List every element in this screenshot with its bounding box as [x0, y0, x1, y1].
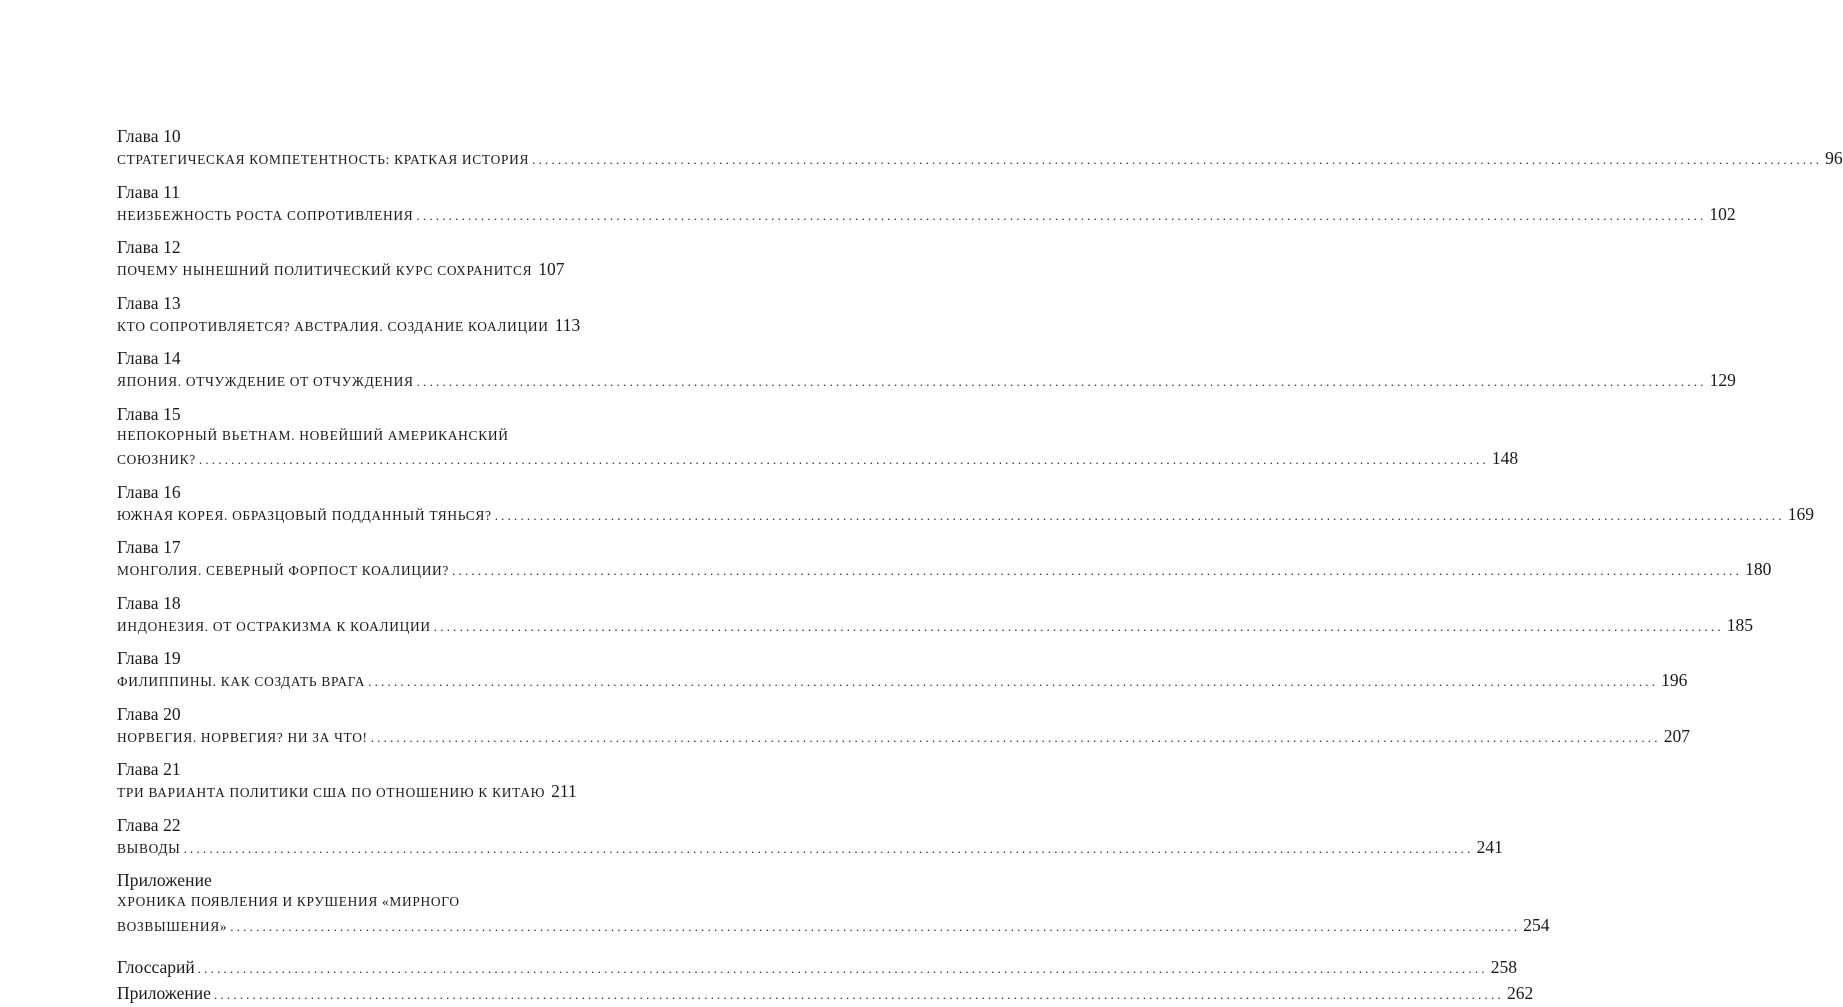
toc-entry	[117, 203, 1736, 228]
page-number: 207	[1663, 725, 1690, 746]
chapter-title: МОНГОЛИЯ. СЕВЕРНЫЙ ФОРПОСТ КОАЛИЦИИ?	[117, 563, 450, 578]
dot-leader: ........................................................................................................................................................................................................	[433, 618, 1724, 634]
dot-leader: ........................................................................................................................................................................................................	[416, 207, 1707, 223]
page-number: 262	[1506, 983, 1534, 1003]
page-number: 211	[551, 781, 577, 801]
page-number: 113	[554, 314, 581, 335]
dot-leader: ........................................................................................................................................................................................................	[197, 961, 1488, 976]
chapter-label: Глава 14	[117, 348, 181, 368]
chapter-title: ПОЧЕМУ НЫНЕШНИЙ ПОЛИТИЧЕСКИЙ КУРС СОХРАНИТСЯ	[117, 263, 533, 278]
chapter-title: ФИЛИППИНЫ. КАК СОЗДАТЬ ВРАГА	[117, 674, 366, 689]
appendix-title: ВОЗВЫШЕНИЯ»	[117, 918, 228, 934]
toc-entry	[117, 258, 563, 283]
table-of-contents	[117, 125, 1843, 1007]
page-number: 107	[538, 259, 565, 279]
page-number: 258	[1490, 957, 1517, 977]
chapter-label: Глава 12	[117, 237, 181, 257]
page-number: 180	[1745, 559, 1772, 579]
chapter-label: Глава 19	[117, 648, 181, 668]
chapter-title: НОРВЕГИЯ. НОРВЕГИЯ? НИ ЗА ЧТО!	[117, 729, 368, 745]
toc-chapter-16	[117, 481, 1814, 528]
dot-leader: ........................................................................................................................................................................................................	[368, 674, 1659, 689]
dot-leader: ........................................................................................................................................................................................................	[198, 452, 1489, 467]
chapter-title: КТО СОПРОТИВЛЯЕТСЯ? АВСТРАЛИЯ. СОЗДАНИЕ КОАЛИЦИИ	[117, 318, 549, 334]
toc-entry	[117, 558, 1772, 583]
dot-leader: ........................................................................................................................................................................................................	[183, 840, 1474, 856]
toc-entry	[117, 369, 1736, 394]
toc-entry	[117, 447, 1519, 472]
page-number: 96	[1825, 148, 1843, 168]
dot-leader: ........................................................................................................................................................................................................	[230, 918, 1521, 934]
toc-entry	[117, 836, 1503, 861]
chapter-label: Глава 11	[117, 181, 181, 202]
chapter-title: ТРИ ВАРИАНТА ПОЛИТИКИ США ПО ОТНОШЕНИЮ К КИТАЮ	[117, 785, 546, 800]
supplement-title: Приложение	[117, 983, 211, 1003]
chapter-title: ЮЖНАЯ КОРЕЯ. ОБРАЗЦОВЫЙ ПОДДАННЫЙ ТЯНЬСЯ?	[117, 507, 492, 523]
glossary-title: Глоссарий	[117, 957, 195, 977]
chapter-title-line1: НЕПОКОРНЫЙ ВЬЕТНАМ. НОВЕЙШИЙ АМЕРИКАНСКИЙ	[117, 427, 509, 443]
chapter-title: СТРАТЕГИЧЕСКАЯ КОМПЕТЕНТНОСТЬ: КРАТКАЯ ИСТОРИЯ	[117, 152, 530, 167]
page-number: 102	[1709, 203, 1736, 224]
page-number: 241	[1476, 836, 1503, 857]
appendix-title-line1: ХРОНИКА ПОЯВЛЕНИЯ И КРУШЕНИЯ «МИРНОГО	[117, 894, 460, 909]
chapter-label: Глава 13	[117, 292, 181, 313]
dot-leader: ........................................................................................................................................................................................................	[532, 152, 1823, 167]
toc-chapter-15	[117, 403, 1519, 472]
toc-chapter-11	[117, 181, 1736, 228]
chapter-label: Глава 16	[117, 481, 181, 502]
page-number: 185	[1726, 614, 1754, 635]
page-number: 254	[1523, 914, 1550, 935]
toc-supplement	[117, 981, 1534, 1007]
chapter-title: ВЫВОДЫ	[117, 840, 181, 856]
toc-chapter-12	[117, 236, 563, 283]
spacer	[117, 947, 563, 955]
toc-appendix	[117, 869, 1550, 938]
dot-leader: ........................................................................................................................................................................................................	[370, 729, 1661, 745]
toc-chapter-21	[117, 758, 577, 805]
page-number: 129	[1709, 370, 1736, 390]
toc-entry	[117, 914, 1550, 939]
appendix-label: Приложение	[117, 870, 212, 890]
toc-chapter-19	[117, 647, 1688, 694]
chapter-label: Глава 10	[117, 126, 181, 146]
chapter-label: Глава 18	[117, 592, 181, 613]
toc-entry	[117, 780, 577, 805]
page-number: 196	[1661, 670, 1688, 690]
toc-chapter-10	[117, 125, 1843, 172]
toc-glossary	[117, 955, 1517, 981]
toc-entry	[117, 669, 1688, 694]
chapter-label: Глава 20	[117, 703, 181, 724]
toc-entry	[117, 147, 1843, 172]
chapter-title: СОЮЗНИК?	[117, 452, 196, 467]
chapter-label: Глава 21	[117, 759, 181, 779]
chapter-title: ЯПОНИЯ. ОТЧУЖДЕНИЕ ОТ ОТЧУЖДЕНИЯ	[117, 374, 414, 389]
chapter-label: Глава 22	[117, 814, 181, 835]
toc-entry	[117, 725, 1690, 750]
dot-leader: ........................................................................................................................................................................................................	[452, 563, 1743, 578]
toc-chapter-14	[117, 347, 1736, 394]
page-number: 148	[1491, 448, 1519, 468]
toc-chapter-13	[117, 292, 581, 339]
toc-entry	[117, 503, 1814, 528]
toc-entry	[117, 614, 1754, 639]
toc-chapter-18	[117, 592, 1754, 639]
chapter-label: Глава 15	[117, 403, 181, 424]
page-number: 169	[1787, 503, 1814, 524]
toc-chapter-17	[117, 536, 1772, 583]
chapter-title: НЕИЗБЕЖНОСТЬ РОСТА СОПРОТИВЛЕНИЯ	[117, 207, 414, 223]
toc-entry	[117, 314, 581, 339]
dot-leader: ........................................................................................................................................................................................................	[494, 507, 1785, 523]
chapter-title: ИНДОНЕЗИЯ. ОТ ОСТРАКИЗМА К КОАЛИЦИИ	[117, 618, 431, 634]
toc-chapter-22	[117, 814, 1503, 861]
dot-leader: ........................................................................................................................................................................................................	[213, 987, 1504, 1002]
dot-leader: ........................................................................................................................................................................................................	[416, 374, 1707, 389]
chapter-label: Глава 17	[117, 537, 181, 557]
toc-chapter-20	[117, 703, 1690, 750]
